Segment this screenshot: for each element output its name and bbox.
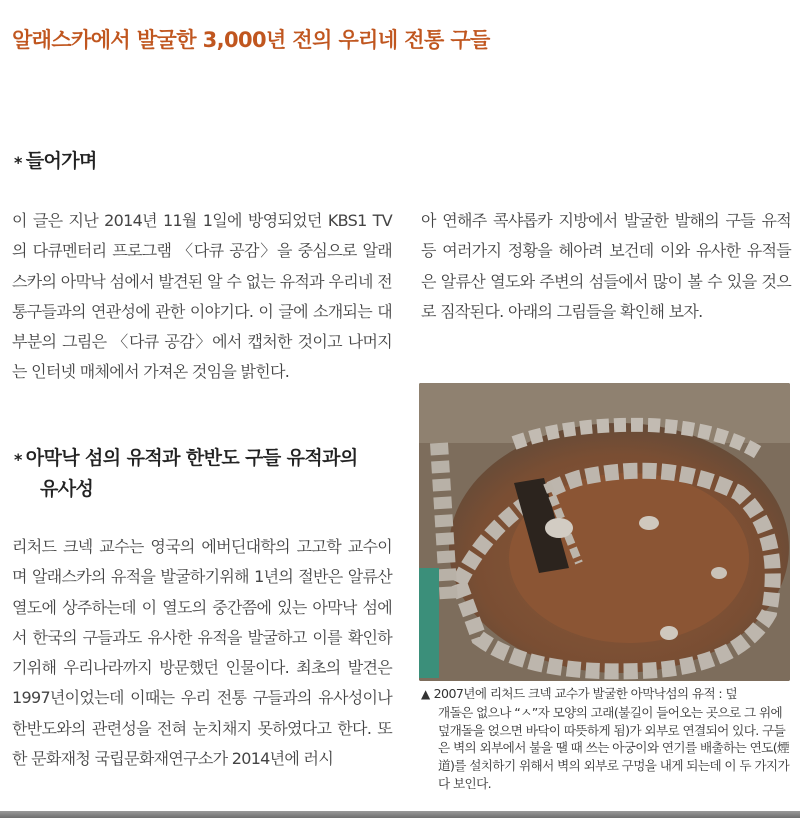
paragraph-continued: 아 연해주 콕샤롭카 지방에서 발굴한 발해의 구들 유적 등 여러가지 정황을 헤아려 보건데 이와 유사한 유적들은 알류산 열도와 주변의 섬들에서 많이 볼 수 있을 것으로 짐작된다. 아래의 그림들을 확인해 보자. xyxy=(421,211,791,321)
caption-line1: 2007년에 리처드 크넥 교수가 발굴한 아막낙섬의 유적 : 덮 xyxy=(433,686,738,701)
section-heading-text-line2: 유사성 xyxy=(40,478,94,500)
caption-marker: ▲ xyxy=(421,687,430,701)
paragraph-body: 리처드 크넥 교수는 영국의 에버딘대학의 고고학 교수이며 알래스카의 유적을 발굴하기위해 1년의 절반은 알류산 열도에 상주하는데 이 열도의 중간쯤에 있는 아막낙 섬에서 한국의 구들과도 유사한 유적을 발굴하고 이를 확인하기위해 우리나라까지 방문했던 인물이다. 최초의 발견은 1997년이었는데 이때는 우리 전통 구들과의 유사성이나 한반도와의 관련성을 전혀 눈치채지 못하였다고 한다. 또한 문화재청 국립문화재연구소가 2014년에 러시 xyxy=(12,537,392,769)
section-heading-intro xyxy=(14,146,97,177)
paragraph-intro: 이 글은 지난 2014년 11월 1일에 방영되었던 KBS1 TV의 다큐멘터리 프로그램 〈다큐 공감〉을 중심으로 알래스카의 아막낙 섬에서 발견된 알 수 없는 유적과 우리네 전통구들과의 연관성에 관한 이야기다. 이 글에 소개되는 대부분의 그림은 〈다큐 공감〉에서 캡처한 것이고 나머지는 인터넷 매체에서 가져온 것임을 밝힌다. xyxy=(12,211,392,382)
section-heading-similarity xyxy=(14,443,358,505)
section-marker: * xyxy=(14,450,22,469)
photo-caption xyxy=(421,685,793,793)
caption-rest: 개돌은 없으나 “ㅅ”자 모양의 고래(불길이 들어오는 곳으로 그 위에 덮개돌을 얹으면 바닥이 따뜻하게 됨)가 외부로 연결되어 있다. 구들은 벽의 외부에서 불을 땔 때 쓰는 아궁이와 연기를 배출하는 연도(煙道)를 설치하기 위해서 벽의 외부로 구멍을 내게 되는데 이 두 가지가 다 보인다. xyxy=(438,704,790,791)
section-heading-text-line1: 아막낙 섬의 유적과 한반도 구들 유적과의 xyxy=(25,447,358,469)
section-marker: * xyxy=(14,153,22,172)
section-heading-text: 들어가며 xyxy=(25,150,97,172)
bottom-divider xyxy=(0,811,800,818)
excavation-photo-icon xyxy=(419,383,790,681)
page-title: 알래스카에서 발굴한 3,000년 전의 우리네 전통 구들 xyxy=(12,28,490,52)
excavation-photo xyxy=(419,383,790,681)
